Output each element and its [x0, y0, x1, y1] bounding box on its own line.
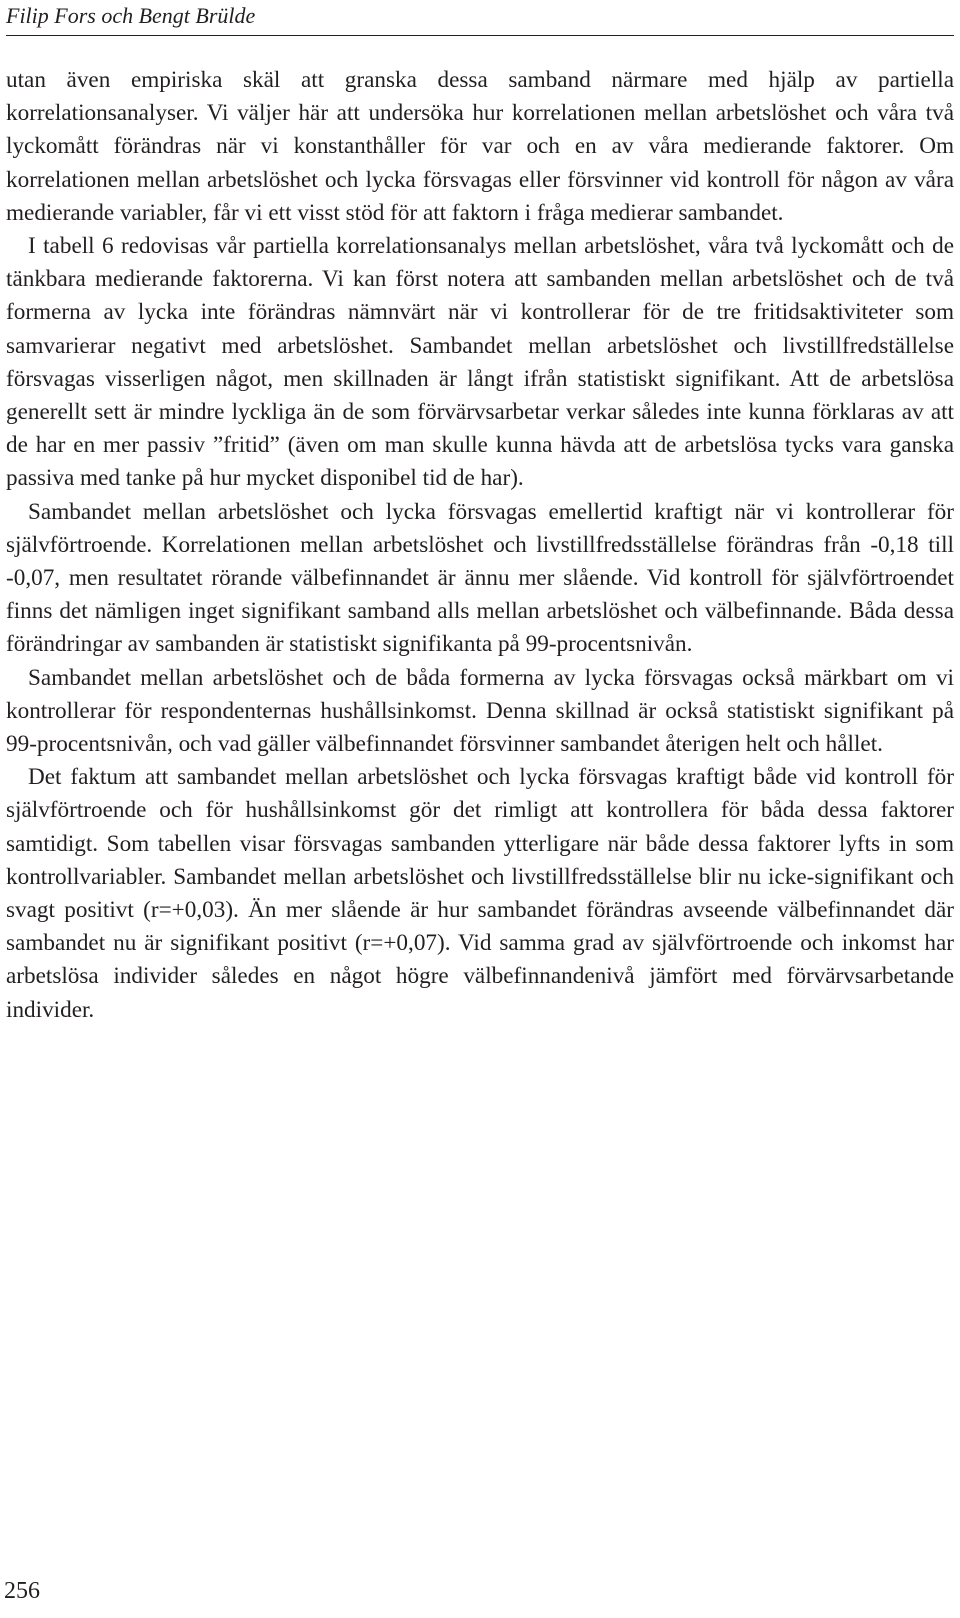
- paragraph-5: Det faktum att sambandet mellan arbetslöshet och lycka försvagas kraftigt både vid kontroll för självförtroende och för hushållsinkomst gör det rimligt att kontrollera för båda dessa faktorer samtidigt. Som tabellen visar försvagas sambanden ytterligare när både dessa faktorer lyfts in som kontrollvariabler. Sambandet mellan arbetslöshet och livstillfredsställelse blir nu icke-signifikant och svagt positivt (r=+0,03). Än mer slående är hur sambandet förändras avseende välbefinnandet där sambandet nu är signifikant positivt (r=+0,07). Vid samma grad av självförtroende och inkomst har arbetslösa individer således en något högre välbefinnandenivå jämfört med förvärvsarbetande individer.: [6, 764, 954, 1023]
- paragraph-3: Sambandet mellan arbetslöshet och lycka försvagas emellertid kraftigt när vi kontrollerar för självförtroende. Korrelationen mellan arbetslöshet och livstillfredsställelse förändras från -0,18 till -0,07, men resultatet rörande välbefinnandet är ännu mer slående. Vid kontroll för självförtroendet finns det nämligen inget signifikant samband alls mellan arbetslöshet och välbefinnande. Båda dessa förändringar av sambanden är statistiskt signifikanta på 99-procentsnivån.: [6, 498, 954, 658]
- paragraph-1: utan även empiriska skäl att granska dessa samband närmare med hjälp av partiella korrelationsanalyser. Vi väljer här att undersöka hur korrelationen mellan arbetslöshet och våra två lyckomått förändras när vi konstanthåller för var och en av våra medierande faktorer. Om korrelationen mellan arbetslöshet och lycka försvagas eller försvinner vid kontroll för någon av våra medierande variabler, får vi ett visst stöd för att faktorn i fråga medierar sambandet.: [6, 67, 954, 226]
- body-text: [6, 64, 954, 1027]
- running-head: Filip Fors och Bengt Brülde: [6, 3, 256, 28]
- paragraph-4: Sambandet mellan arbetslöshet och de båda formerna av lycka försvagas också märkbart om vi kontrollerar för respondenternas hushållsinkomst. Denna skillnad är också statistiskt signifikant på 99-procentsnivån, och vad gäller välbefinnandet försvinner sambandet återigen helt och hållet.: [6, 664, 954, 758]
- header-divider: [6, 35, 954, 36]
- page-number: 256: [4, 1578, 40, 1604]
- paragraph-2: I tabell 6 redovisas vår partiella korrelationsanalys mellan arbetslöshet, våra två lyckomått och de tänkbara medierande faktorerna. Vi kan först notera att sambanden mellan arbetslöshet och de två formerna av lycka inte förändras nämnvärt när vi kontrollerar för de tre fritidsaktiviteter som samvarierar negativt med arbetslöshet. Sambandet mellan arbetslöshet och livstillfredställelse försvagas visserligen något, men skillnaden är långt ifrån statistiskt signifikant. Att de arbetslösa generellt sett är mindre lyckliga än de som förvärvsarbetar verkar således inte kunna förklaras av att de har en mer passiv ”fritid” (även om man skulle kunna hävda att de arbetslösa tycks vara ganska passiva med tanke på hur mycket disponibel tid de har).: [6, 233, 954, 492]
